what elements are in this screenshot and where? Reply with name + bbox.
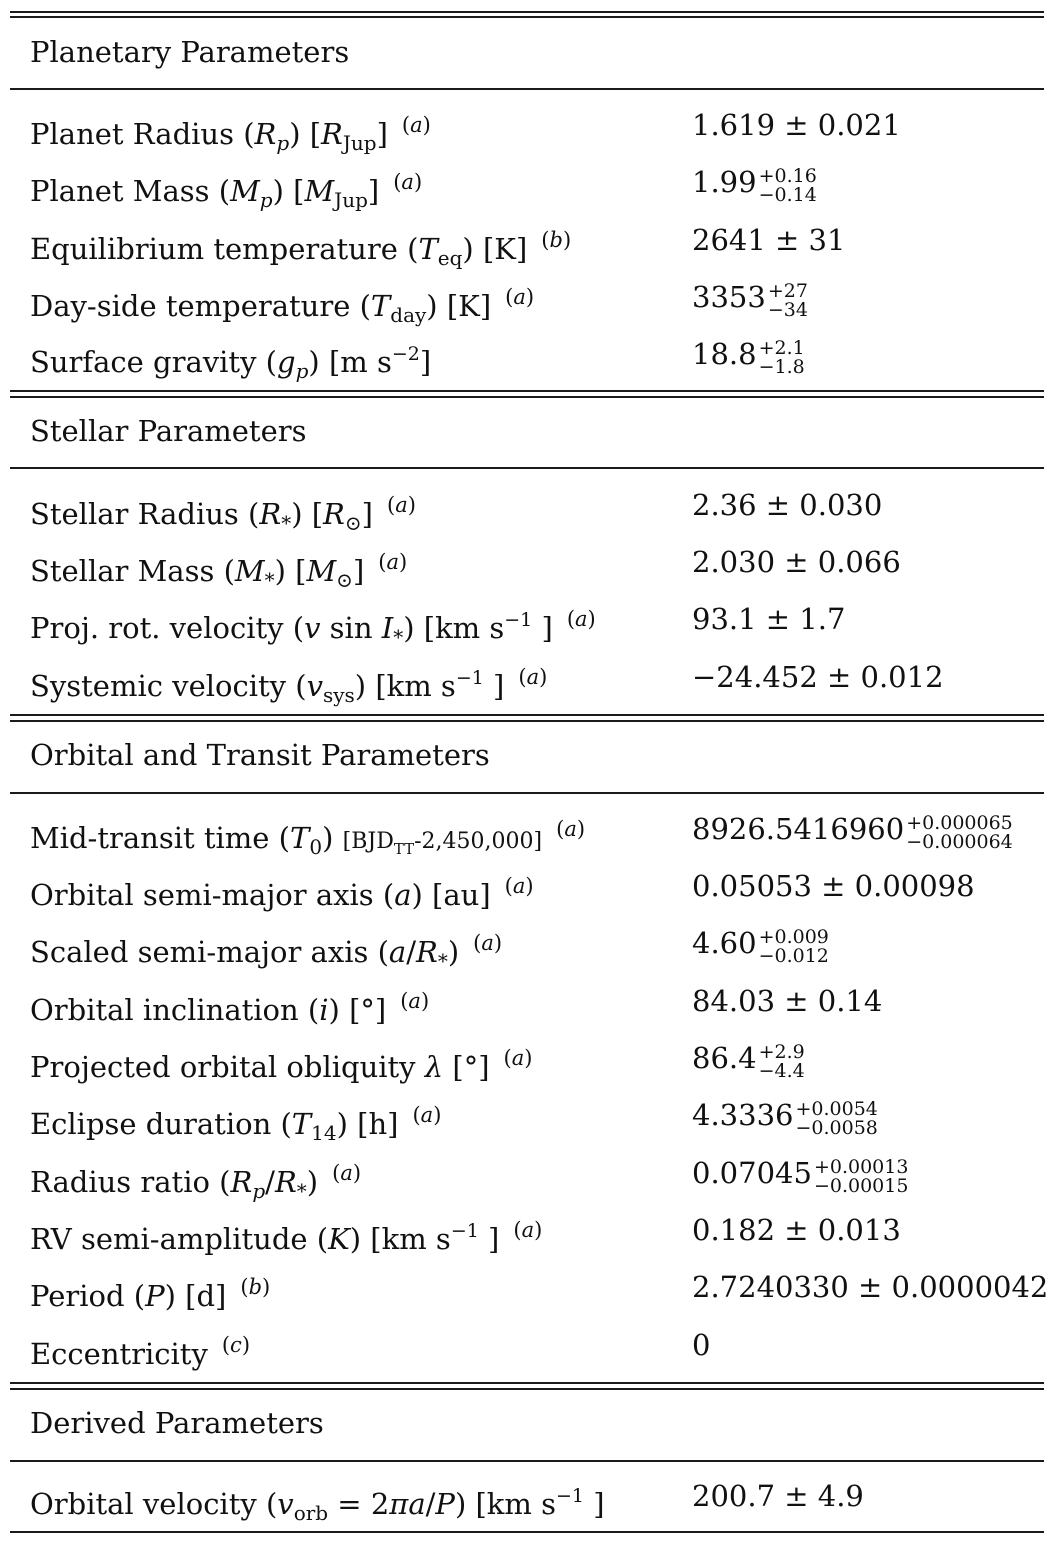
param-label: Period (P) [d] $^{(b)}$ [30, 1275, 271, 1313]
double-rule-2 [10, 720, 1044, 722]
param-label: Equilibrium temperature $(T_{eq})$ [K] $^{(b)}$ [30, 228, 572, 270]
section-rule [10, 1460, 1044, 1462]
param-value: 200.7 ± 4.9 [692, 1479, 864, 1513]
row-rv-semi-amplitude [0, 1206, 1056, 1254]
param-label: Radius ratio $(R_p/R_*)$ $^{(a)}$ [30, 1161, 362, 1203]
row-projected-obliquity [0, 1034, 1056, 1082]
param-label: Surface gravity $(g_p)$ [m $s^{-2}$] [30, 343, 432, 383]
row-scaled-semi-major-axis [0, 919, 1056, 973]
param-label: RV semi-amplitude (K) [km $s^{-1}$ ] $^{(a)}$ [30, 1218, 543, 1256]
param-label: Day-side temperature $(T_{day})$ [K] $^{(a)}$ [30, 285, 535, 327]
bottom-rule [10, 1531, 1044, 1533]
param-value: 2.7240330 ± 0.0000042 [692, 1270, 1049, 1304]
param-label: Stellar Mass $(M_*)$ $[M_⊙]$ $^{(a)}$ [30, 550, 408, 592]
row-projected-rotation-velocity [0, 595, 1056, 649]
top-rule-2 [10, 16, 1044, 18]
param-label: Stellar Radius $(R_*)$ $[R_⊙]$ $^{(a)}$ [30, 493, 416, 535]
row-stellar-mass [0, 538, 1056, 592]
row-eclipse-duration [0, 1091, 1056, 1145]
param-value: 0.182 ± 0.013 [692, 1213, 901, 1247]
param-value: 3353 +27 −34 [692, 280, 808, 321]
param-value: 0 [692, 1328, 711, 1362]
double-rule-2 [10, 1388, 1044, 1390]
param-value: 1.99 +0.16 −0.14 [692, 165, 817, 206]
param-label: Orbital velocity $(v_{orb} = 2\pi a/P)$ [km $s^{-1}$ ] [30, 1485, 605, 1525]
param-value: 2.030 ± 0.066 [692, 545, 901, 579]
param-label: Orbital semi-major axis (a) [au] $^{(a)}$ [30, 874, 534, 912]
param-value: 93.1 ± 1.7 [692, 602, 846, 636]
row-surface-gravity [0, 330, 1056, 383]
param-label: Systemic velocity $(v_{sys})$ [km $s^{-1}$ ] $^{(a)}$ [30, 665, 548, 707]
param-value: 86.4 +2.9 −4.4 [692, 1041, 805, 1082]
param-value: −24.452 ± 0.012 [692, 660, 944, 694]
param-value: 4.60 +0.009 −0.012 [692, 926, 829, 967]
section-title-derived: Derived Parameters [30, 1406, 324, 1440]
param-value: 2.36 ± 0.030 [692, 488, 883, 522]
param-label: Proj. rot. velocity (v $\sin I_*$) [km $s^{-1}$ ] $^{(a)}$ [30, 607, 596, 649]
section-rule [10, 88, 1044, 90]
param-value: 1.619 ± 0.021 [692, 108, 901, 142]
param-label: Planet Radius $(R_p)$ $[R_{Jup}]$ $^{(a)}$ [30, 113, 431, 155]
row-orbital-velocity [0, 1472, 1056, 1525]
row-planet-radius [0, 101, 1056, 155]
row-systemic-velocity [0, 653, 1056, 707]
param-label: Scaled semi-major axis $(a/R_*)$ $^{(a)}$ [30, 931, 503, 973]
param-label: Orbital inclination (i) [°] $^{(a)}$ [30, 989, 430, 1027]
row-radius-ratio [0, 1149, 1056, 1203]
row-dayside-temperature [0, 273, 1056, 327]
section-title-stellar: Stellar Parameters [30, 414, 307, 448]
row-stellar-radius [0, 481, 1056, 535]
param-value: 84.03 ± 0.14 [692, 984, 883, 1018]
row-planet-mass [0, 158, 1056, 212]
param-value: 18.8 +2.1 −1.8 [692, 337, 805, 378]
param-label: Mid-transit time $(T_0)$ $[BJD_{TT}-2,450,000]$ $^{(a)}$ [30, 817, 586, 859]
section-rule [10, 792, 1044, 794]
section-rule [10, 467, 1044, 469]
double-rule [10, 390, 1044, 392]
double-rule-2 [10, 396, 1044, 398]
section-title-orbital: Orbital and Transit Parameters [30, 738, 490, 772]
top-rule [10, 11, 1044, 13]
row-semi-major-axis [0, 862, 1056, 910]
param-value: 4.3336 +0.0054 −0.0058 [692, 1098, 878, 1139]
param-label: Eclipse duration $(T_{14})$ [h] $^{(a)}$ [30, 1103, 442, 1145]
param-label: Planet Mass $(M_p)$ $[M_{Jup}]$ $^{(a)}$ [30, 170, 423, 212]
double-rule [10, 714, 1044, 716]
row-mid-transit-time [0, 805, 1056, 859]
row-orbital-inclination [0, 977, 1056, 1025]
param-value: 0.07045 +0.00013 −0.00015 [692, 1156, 909, 1197]
param-label: Projected orbital obliquity λ [°] $^{(a)}$ [30, 1046, 533, 1084]
double-rule [10, 1382, 1044, 1384]
row-eccentricity [0, 1321, 1056, 1369]
param-value: 0.05053 ± 0.00098 [692, 869, 975, 903]
param-label: Eccentricity $^{(c)}$ [30, 1333, 251, 1371]
row-period [0, 1263, 1056, 1311]
row-equilibrium-temperature [0, 216, 1056, 270]
param-value: 2641 ± 31 [692, 223, 846, 257]
section-title-planetary: Planetary Parameters [30, 35, 350, 69]
param-value: 8926.5416960 +0.000065 −0.000064 [692, 812, 1013, 853]
